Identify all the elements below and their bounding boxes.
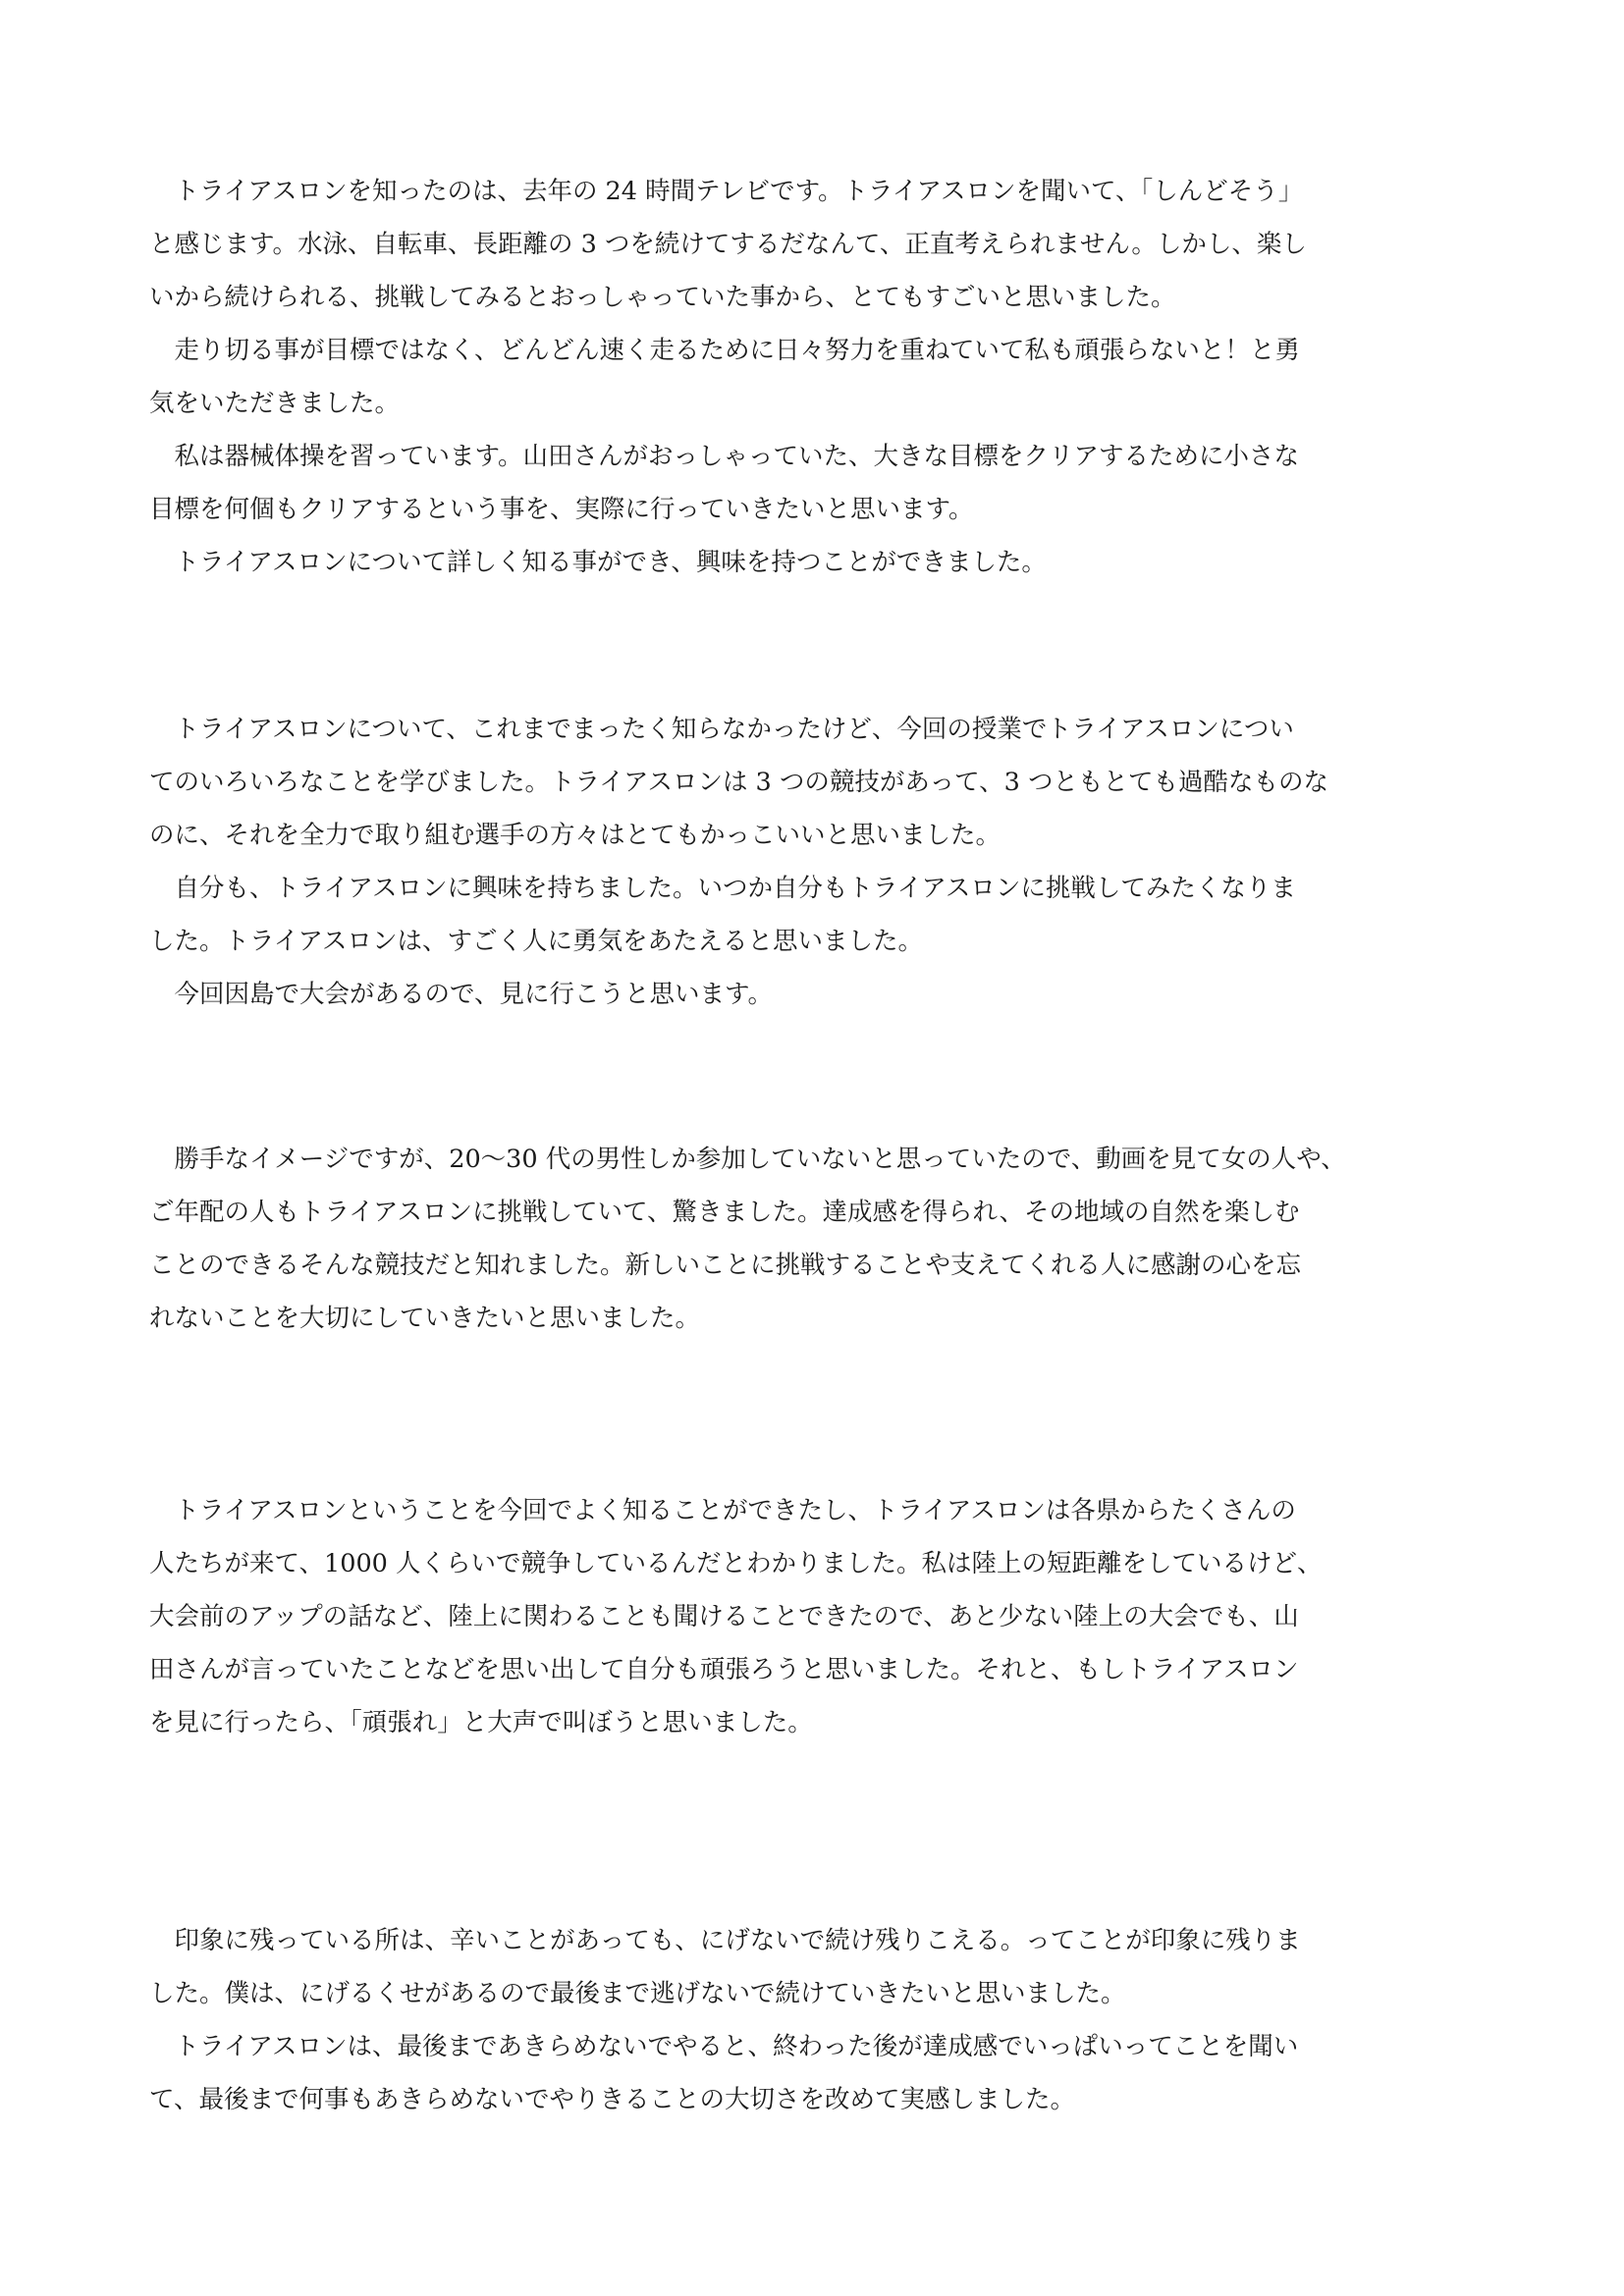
text-line: ことのできるそんな競技だと知れました。新しいことに挑戦することや支えてくれる人に感謝の心を忘 [149,1251,1302,1280]
text-line: 目標を何個もクリアするという事を、実際に行っていきたいと思います。 [149,495,974,524]
text-line: 今回因島で大会があるので、見に行こうと思います。 [149,980,773,1009]
text-line: れないことを大切にしていきたいと思いました。 [149,1304,701,1333]
text-line: 自分も、トライアスロンに興味を持ちました。いつか自分もトライアスロンに挑戦してみたくなりま [149,874,1296,903]
text-line: 私は器械体操を習っています。山田さんがおっしゃっていた、大きな目標をクリアするために小さな [149,442,1299,471]
text-line: トライアスロンを知ったのは、去年の 24 時間テレビです。トライアスロンを聞いて、「しんどそう」 [149,177,1304,206]
text-line: を見に行ったら、「頑張れ」と大声で叫ぼうと思いました。 [149,1708,813,1737]
text-line: 気をいただきました。 [149,389,401,418]
text-line: てのいろいろなことを学びました。トライアスロンは 3 つの競技があって、3 つともとても過酷なものな [149,768,1328,797]
text-line: ご年配の人もトライアスロンに挑戦していて、驚きました。達成感を得られ、その地域の自然を楽しむ [149,1198,1300,1227]
comment-entry [149,1914,1485,2126]
text-line: 田さんが言っていたことなどを思い出して自分も頑張ろうと思いました。それと、もしトライアスロン [149,1655,1299,1684]
text-line: 走り切る事が目標ではなく、どんどん速く走るために日々努力を重ねていて私も頑張らないと！と勇 [149,336,1300,365]
text-line: いから続けられる、挑戦してみるとおっしゃっていた事から、とてもすごいと思いました。 [149,283,1176,312]
comment-entry [149,165,1485,589]
text-line: トライアスロンということを今回でよく知ることができたし、トライアスロンは各県からたくさんの [149,1496,1296,1525]
text-line: トライアスロンは、最後まであきらめないでやると、終わった後が達成感でいっぱいってことを聞い [149,2032,1299,2061]
text-line: て、最後まで何事もあきらめないでやりきることの大切さを改めて実感しました。 [149,2085,1075,2114]
text-line: 大会前のアップの話など、陸上に関わることも聞けることできたので、あと少ない陸上の大会でも、山 [149,1602,1299,1631]
text-line: した。僕は、にげるくせがあるので最後まで逃げないで続けていきたいと思いました。 [149,1979,1126,2008]
text-line: した。トライアスロンは、すごく人に勇気をあたえると思いました。 [149,927,923,956]
text-line: 勝手なイメージですが、20～30 代の男性しか参加していないと思っていたので、動画を見て女の人や、 [149,1145,1346,1174]
text-line: トライアスロンについて、これまでまったく知らなかったけど、今回の授業でトライアスロンについ [149,715,1294,744]
comment-entry [149,1484,1485,1749]
text-line: 人たちが来て、1000 人くらいで競争しているんだとわかりました。私は陸上の短距離をしているけど、 [149,1549,1323,1578]
text-line: 印象に残っている所は、辛いことがあっても、にげないで続け残りこえる。ってことが印象に残りま [149,1926,1301,1955]
text-line: と感じます。水泳、自転車、長距離の 3 つを続けてするだなんて、正直考えられません。しかし、楽し [149,230,1307,259]
comment-entry [149,703,1485,1021]
text-line: トライアスロンについて詳しく知る事ができ、興味を持つことができました。 [149,548,1047,577]
comment-entry [149,1133,1485,1345]
text-line: のに、それを全力で取り組む選手の方々はとてもかっこいいと思いました。 [149,821,1001,850]
